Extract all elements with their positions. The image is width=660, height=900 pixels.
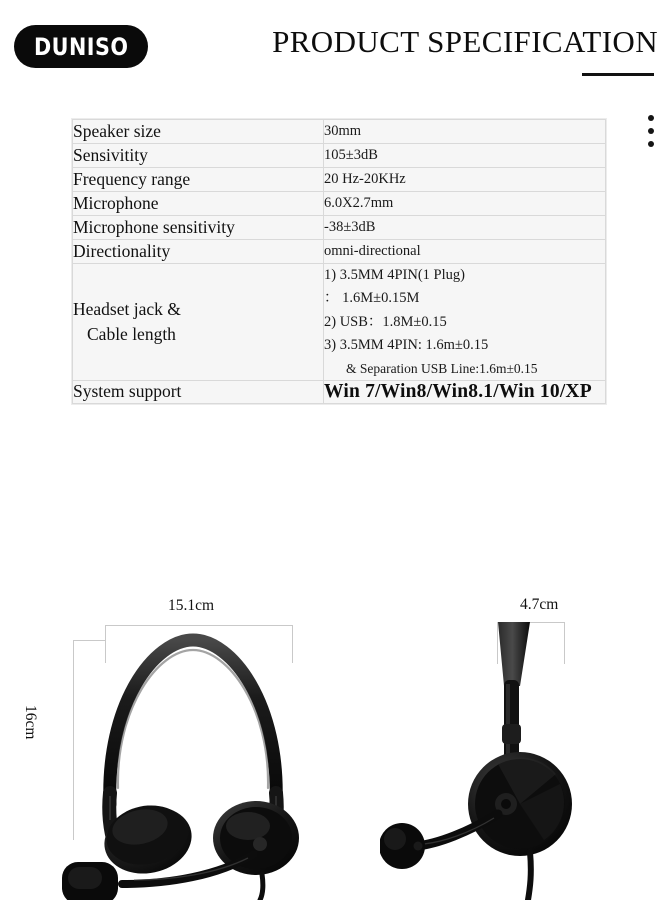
more-dot-3	[648, 141, 654, 147]
front-view-width-label: 15.1cm	[168, 597, 215, 614]
specification-table	[72, 119, 606, 404]
table-row	[73, 144, 606, 168]
page-title: PRODUCT SPECIFICATION	[272, 24, 658, 59]
table-row-system-support	[73, 380, 606, 403]
spec-label: Sensivitity	[73, 144, 324, 168]
spec-label: Speaker size	[73, 120, 324, 144]
more-dot-2	[648, 128, 654, 134]
spec-value: 6.0X2.7mm	[324, 192, 606, 216]
brand-logo-text: DUNISO	[33, 32, 129, 61]
headset-jack-label-lines	[73, 297, 323, 348]
more-vertical-icon[interactable]	[648, 115, 654, 147]
headset-front-view-photo	[48, 608, 338, 900]
spec-label: Directionality	[73, 240, 324, 264]
headset-jack-value-line2: ： 1.6M±0.15M	[324, 290, 420, 307]
table-row	[73, 216, 606, 240]
more-dot-1	[648, 115, 654, 121]
spec-label: Frequency range	[73, 168, 324, 192]
headset-jack-value-line3: 2) USB：1.8M±0.15	[324, 313, 447, 330]
spec-label-headset-jack	[73, 264, 324, 381]
spec-value-headset-jack	[324, 264, 606, 381]
spec-label: Microphone	[73, 192, 324, 216]
spec-value-system-support: Win 7/Win8/Win8.1/Win 10/XP	[324, 380, 606, 403]
specification-table-body	[73, 120, 606, 404]
front-view-height-label: 16cm	[22, 705, 39, 740]
spec-value: -38±3dB	[324, 216, 606, 240]
headset-jack-value-line1: 1) 3.5MM 4PIN(1 Plug)	[324, 267, 465, 283]
headset-jack-value-line5: & Separation USB Line:1.6m±0.15	[346, 360, 538, 376]
table-row	[73, 240, 606, 264]
headset-jack-label-line2: Cable length	[87, 323, 176, 344]
brand-logo	[14, 25, 148, 68]
table-row	[73, 168, 606, 192]
page-header	[0, 0, 660, 105]
spec-label: Microphone sensitivity	[73, 216, 324, 240]
table-row	[73, 192, 606, 216]
headset-jack-value-line4: 3) 3.5MM 4PIN: 1.6m±0.15	[324, 337, 489, 354]
spec-value: omni-directional	[324, 240, 606, 264]
spec-value: 20 Hz-20KHz	[324, 168, 606, 192]
title-underline-rule	[582, 73, 654, 76]
spec-value: 105±3dB	[324, 144, 606, 168]
headset-side-view-photo	[380, 608, 630, 900]
spec-value: 30mm	[324, 120, 606, 144]
table-row-headset-jack	[73, 264, 606, 381]
side-view-width-label: 4.7cm	[520, 596, 559, 613]
table-row	[73, 120, 606, 144]
headset-jack-label-line1: Headset jack &	[73, 298, 181, 319]
spec-label-system-support: System support	[73, 380, 324, 403]
